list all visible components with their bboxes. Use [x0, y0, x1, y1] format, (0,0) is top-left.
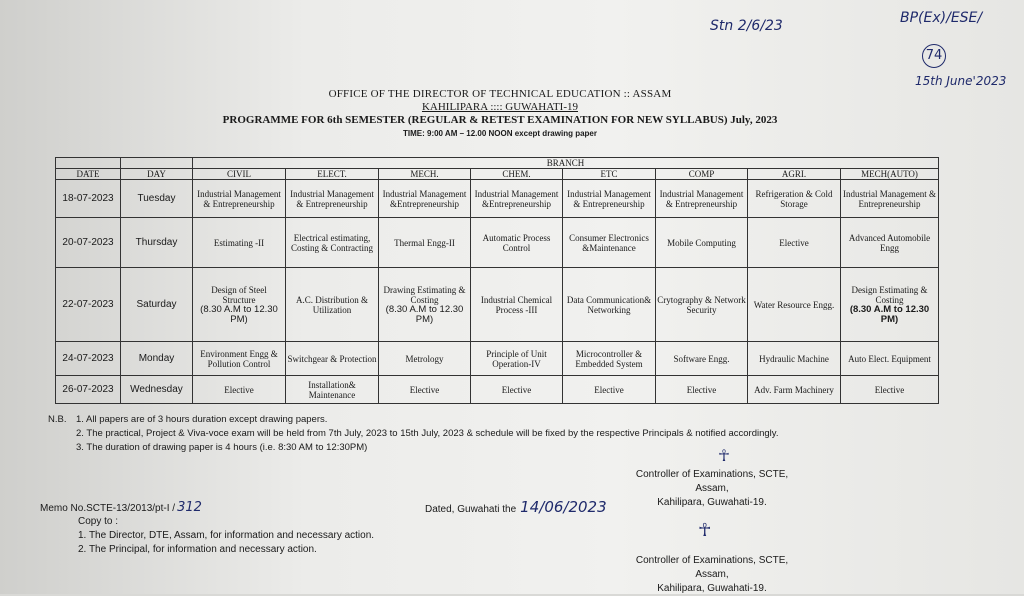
header-blank [56, 158, 121, 169]
branch-comp-header: COMP [656, 169, 748, 180]
drawing-time-note: (8.30 A.M to 12.30 PM) [849, 303, 930, 325]
controller-address: Kahilipara, Guwahati-19. [657, 583, 767, 594]
subject-cell: Software Engg. [656, 342, 748, 376]
branch-chem-header: CHEM. [471, 169, 563, 180]
subject-cell: Elective [841, 376, 939, 404]
note-item: 1. All papers are of 3 hours duration except drawing papers. [76, 414, 328, 425]
subject-name: Design Estimating & Costing [851, 284, 928, 305]
memo-number [40, 500, 202, 515]
subject-cell: Consumer Electronics &Maintenance [563, 218, 656, 268]
exam-day: Saturday [121, 268, 193, 342]
subject-cell: Data Communication& Networking [563, 268, 656, 342]
subject-cell: Refrigeration & Cold Storage [748, 180, 841, 218]
subject-cell: Elective [193, 376, 286, 404]
copy-to-label: Copy to : [78, 516, 119, 527]
subject-cell: Installation& Maintenance [286, 376, 379, 404]
subject-cell: Industrial Management & Entrepreneurship [193, 180, 286, 218]
office-title: OFFICE OF THE DIRECTOR OF TECHNICAL EDUCATION :: ASSAM [328, 88, 672, 100]
subject-cell: Mobile Computing [656, 218, 748, 268]
subject-cell: Water Resource Engg. [748, 268, 841, 342]
subject-cell: Switchgear & Protection [286, 342, 379, 376]
subject-cell: Environment Engg & Pollution Control [193, 342, 286, 376]
subject-cell: Thermal Engg-II [379, 218, 471, 268]
day-column-header: DAY [121, 169, 193, 180]
signature-mark-icon: ☥ [698, 520, 712, 541]
subject-cell: Automatic Process Control [471, 218, 563, 268]
subject-cell: Elective [656, 376, 748, 404]
branch-agri-header: AGRI. [748, 169, 841, 180]
subject-cell: Industrial Management & Entrepreneurship [841, 180, 939, 218]
subject-cell: Crytography & Network Security [656, 268, 748, 342]
subject-cell [193, 268, 286, 342]
subject-cell: Estimating -II [193, 218, 286, 268]
copy-list [78, 529, 374, 557]
notes-list [76, 413, 956, 455]
exam-day: Tuesday [121, 180, 193, 218]
exam-day: Thursday [121, 218, 193, 268]
subject-name: Drawing Estimating & Costing [383, 284, 466, 305]
table-row [56, 376, 939, 404]
date-column-header: DATE [56, 169, 121, 180]
memo-handwritten-number: 312 [177, 500, 202, 515]
branch-etc-header: ETC [563, 169, 656, 180]
table-row [56, 180, 939, 218]
note-item: 2. The practical, Project & Viva-voce exam will be held from 7th July, 2023 to 15th July, 2023 & schedule will be fixed by the respective Principals & notified accordingly. [76, 428, 779, 439]
subject-cell [841, 268, 939, 342]
dated-handwritten-value: 14/06/2023 [520, 498, 607, 516]
signature-mark-icon: ☥ [718, 446, 730, 465]
controller-address: Kahilipara, Guwahati-19. [657, 497, 767, 508]
table-row [56, 218, 939, 268]
branch-elect-header: ELECT. [286, 169, 379, 180]
subject-cell: Industrial Chemical Process -III [471, 268, 563, 342]
memo-date [425, 498, 607, 516]
table-row [56, 342, 939, 376]
exam-date: 22-07-2023 [56, 268, 121, 342]
exam-time: TIME: 9:00 AM – 12.00 NOON except drawing paper [403, 129, 597, 138]
handwritten-circled-number: 74 [922, 44, 946, 68]
exam-date: 26-07-2023 [56, 376, 121, 404]
copy-item: 1. The Director, DTE, Assam, for information and necessary action. [78, 530, 375, 541]
subject-cell: Adv. Farm Machinery [748, 376, 841, 404]
controller-title: Controller of Examinations, SCTE, Assam, [635, 469, 789, 494]
copy-to-section [78, 515, 374, 557]
subject-cell: Industrial Management &Entrepreneurship [379, 180, 471, 218]
handwritten-date-note: 15th June'2023 [915, 74, 1007, 88]
memo-label: Memo No.SCTE-13/2013/pt-I / [40, 503, 176, 514]
dated-label: Dated, Guwahati the [425, 504, 517, 515]
subject-cell [379, 268, 471, 342]
subject-cell: Elective [563, 376, 656, 404]
drawing-time-note: (8.30 A.M to 12.30 PM) [385, 303, 464, 325]
exam-date: 20-07-2023 [56, 218, 121, 268]
note-item: 3. The duration of drawing paper is 4 hours (i.e. 8:30 AM to 12:30PM) [76, 442, 368, 453]
subject-cell: Industrial Management &Entrepreneurship [471, 180, 563, 218]
exam-schedule-table [55, 157, 939, 404]
handwritten-initials: Stn 2/6/23 [710, 18, 783, 34]
subject-cell: Industrial Management & Entrepreneurship [286, 180, 379, 218]
drawing-time-note: (8.30 A.M to 12.30 PM) [200, 303, 278, 325]
nb-label: N.B. [48, 414, 67, 425]
controller-title: Controller of Examinations, SCTE, Assam, [635, 555, 789, 580]
branch-mech-header: MECH. [379, 169, 471, 180]
exam-date: 18-07-2023 [56, 180, 121, 218]
subject-cell: Elective [379, 376, 471, 404]
table-row [56, 268, 939, 342]
header-blank [121, 158, 193, 169]
handwritten-reference: BP(Ex)/ESE/ [900, 10, 983, 26]
exam-day: Wednesday [121, 376, 193, 404]
branch-mech-auto-header: MECH(AUTO) [841, 169, 939, 180]
subject-cell: A.C. Distribution & Utilization [286, 268, 379, 342]
subject-cell: Electrical estimating, Costing & Contracting [286, 218, 379, 268]
exam-day: Monday [121, 342, 193, 376]
subject-cell: Industrial Management & Entrepreneurship [656, 180, 748, 218]
subject-cell: Microcontroller & Embedded System [563, 342, 656, 376]
programme-title: PROGRAMME FOR 6th SEMESTER (REGULAR & RETEST EXAMINATION FOR NEW SYLLABUS) July, 2023 [222, 114, 778, 126]
subject-name: Design of Steel Structure [211, 284, 267, 305]
subject-cell: Metrology [379, 342, 471, 376]
branch-civil-header: CIVIL [193, 169, 286, 180]
subject-cell: Principle of Unit Operation-IV [471, 342, 563, 376]
subject-cell: Auto Elect. Equipment [841, 342, 939, 376]
subject-cell: Hydraulic Machine [748, 342, 841, 376]
controller-signature-block [628, 554, 796, 596]
exam-date: 24-07-2023 [56, 342, 121, 376]
subject-cell: Elective [748, 218, 841, 268]
subject-cell: Industrial Management & Entrepreneurship [563, 180, 656, 218]
subject-cell: Advanced Automobile Engg [841, 218, 939, 268]
copy-item: 2. The Principal, for information and necessary action. [78, 544, 317, 555]
controller-signature-block [628, 468, 796, 510]
office-address: KAHILIPARA :::: GUWAHATI-19 [421, 101, 579, 113]
subject-cell: Elective [471, 376, 563, 404]
branch-header: BRANCH [193, 158, 939, 169]
